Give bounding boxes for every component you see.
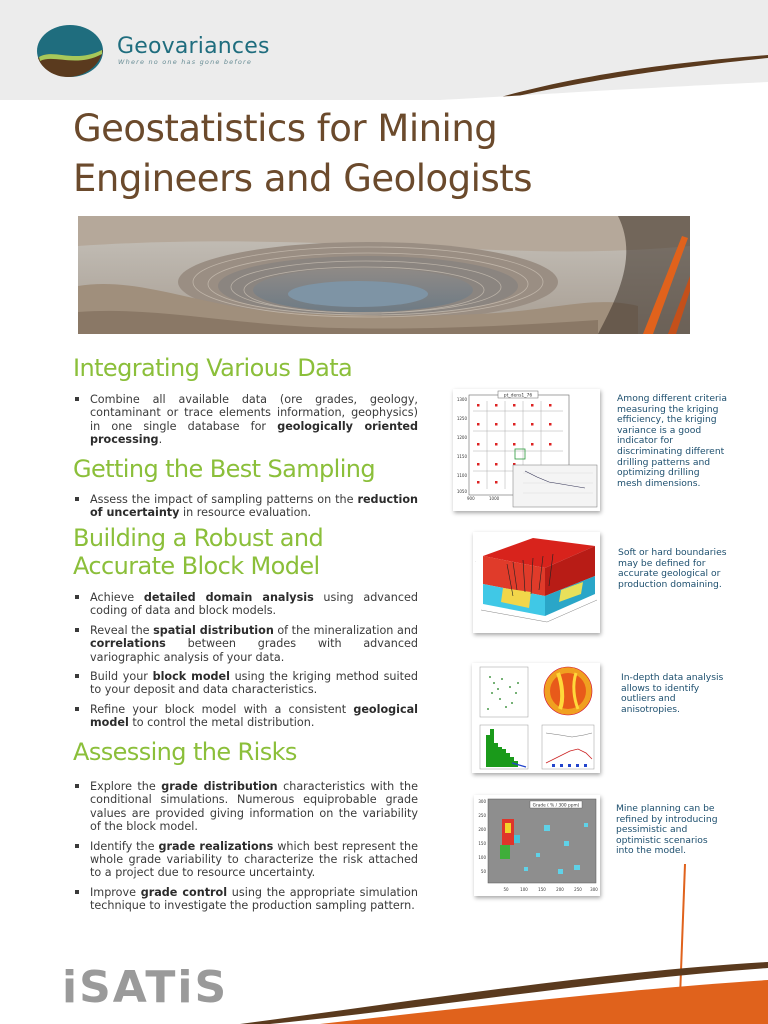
caption-boundaries: Soft or hard boundaries may be defined for accurate geological or production domaining. — [618, 547, 727, 590]
caption-data-analysis: In-depth data analysis allows to identify outliers and anisotropies. — [621, 672, 724, 715]
list-item: Explore the grade distribution characteristics with the conditional simulations. Numerous equiprobable grade values are provided giving information on the variability of the block model. — [73, 780, 418, 834]
svg-text:1000: 1000 — [489, 496, 500, 501]
list-item: Improve grade control using the appropriate simulation technique to investigate the production sampling pattern. — [73, 886, 418, 913]
svg-text:200: 200 — [478, 827, 486, 832]
list-item: Achieve detailed domain analysis using advanced coding of data and block models. — [73, 591, 418, 618]
svg-text:50: 50 — [480, 869, 486, 874]
section-heading: Building a Robust and Accurate Block Model — [73, 524, 324, 580]
svg-text:300: 300 — [590, 887, 598, 892]
svg-text:1150: 1150 — [456, 454, 467, 459]
isatis-product-logo: iSATiS — [62, 962, 229, 1013]
title-line-1: Geostatistics for Mining — [73, 107, 498, 150]
section-heading: Assessing the Risks — [73, 738, 297, 766]
caption-mine-planning: Mine planning can be refined by introducing pessimistic and optimistic scenarios into the model. — [616, 803, 718, 857]
title-line-2: Engineers and Geologists — [73, 157, 533, 200]
header-swoosh — [0, 0, 768, 110]
geovariances-logo-icon — [36, 24, 106, 78]
svg-text:100: 100 — [478, 855, 486, 860]
svg-text:250: 250 — [574, 887, 582, 892]
open-pit-mine-photo — [78, 216, 690, 334]
svg-text:1200: 1200 — [456, 435, 467, 440]
svg-text:1100: 1100 — [456, 473, 467, 478]
company-name: Geovariances — [117, 34, 270, 59]
svg-text:1250: 1250 — [456, 416, 467, 421]
page-title — [73, 104, 633, 204]
section-heading: Integrating Various Data — [73, 354, 353, 382]
section-heading: Getting the Best Sampling — [73, 455, 376, 483]
svg-text:50: 50 — [503, 887, 509, 892]
section-integrating-data — [73, 354, 418, 453]
list-item: Reveal the spatial distribution of the mineralization and correlations between grades with advanced variographic analysis of your data. — [73, 624, 418, 664]
svg-text:250: 250 — [478, 813, 486, 818]
company-tagline: Where no one has gone before — [118, 58, 253, 66]
svg-text:1300: 1300 — [456, 397, 467, 402]
svg-text:100: 100 — [520, 887, 528, 892]
figure-block-model-3d — [473, 532, 600, 633]
list-item: Identify the grade realizations which best represent the whole grade variability to characterize the risk attached to a project due to resource uncertainty. — [73, 840, 418, 880]
figure-data-analysis — [472, 663, 600, 773]
figure-label: Grade ( % / 300 ppm) — [532, 803, 580, 809]
list-item: Assess the impact of sampling patterns on the reduction of uncertainty in resource evaluation. — [73, 493, 418, 520]
section-best-sampling — [73, 455, 418, 526]
svg-text:150: 150 — [478, 841, 486, 846]
svg-text:·: · — [475, 559, 476, 563]
caption-sampling: Among different criteria measuring the kriging efficiency, the kriging variance is a good indicator for discriminating different drilling patterns and optimizing drilling mesh dimensions. — [617, 393, 727, 489]
figure-label: pt_dens1_76 — [503, 393, 533, 399]
svg-text:200: 200 — [556, 887, 564, 892]
list-item: Build your block model using the kriging method suited to your deposit and data characteristics. — [73, 670, 418, 697]
svg-text:150: 150 — [538, 887, 546, 892]
svg-text:300: 300 — [478, 799, 486, 804]
svg-text:900: 900 — [467, 496, 475, 501]
section-block-model — [73, 524, 418, 736]
list-item: Combine all available data (ore grades, geology, contaminant or trace elements information, geophysics) in one single database for geologically oriented processing. — [73, 393, 418, 447]
list-item: Refine your block model with a consistent geological model to control the metal distribution. — [73, 703, 418, 730]
figure-sampling-grid — [453, 389, 600, 511]
svg-text:1050: 1050 — [456, 489, 467, 494]
